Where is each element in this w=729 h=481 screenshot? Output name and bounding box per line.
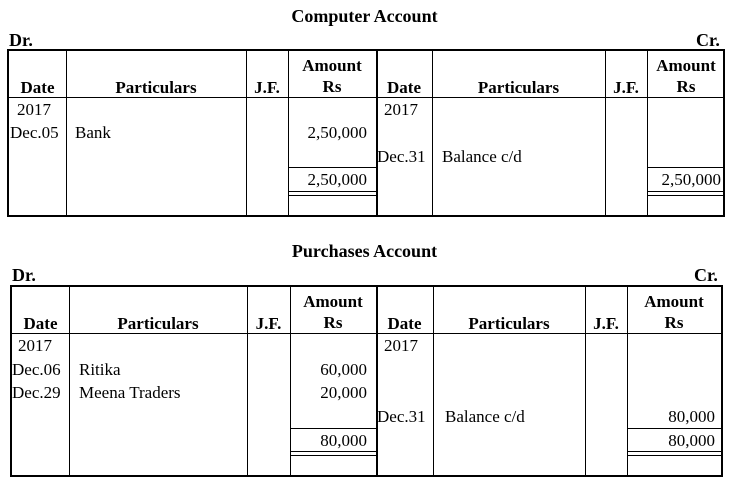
- purchases-account: [0, 235, 729, 481]
- debit-amount: 2,50,000: [307, 123, 367, 142]
- debit-total: 2,50,000: [307, 170, 367, 189]
- header-amount: [627, 291, 721, 333]
- credit-particulars: Balance c/d: [445, 407, 525, 426]
- debit-year: 2017: [17, 100, 51, 119]
- credit-particulars: Balance c/d: [442, 147, 522, 166]
- header-amount-label: Amount: [302, 56, 362, 75]
- debit-label: Dr.: [12, 265, 36, 285]
- credit-year: 2017: [384, 100, 418, 119]
- account-title: Purchases Account: [291, 241, 438, 261]
- header-amount: [288, 55, 376, 97]
- header-jf: J.F.: [593, 314, 619, 333]
- debit-date: Dec.06: [12, 360, 61, 379]
- credit-date: Dec.31: [377, 147, 426, 166]
- credit-date: Dec.31: [377, 407, 426, 426]
- header-particulars: Particulars: [468, 314, 550, 333]
- header-jf: J.F.: [254, 78, 280, 97]
- debit-amount: 20,000: [320, 383, 367, 402]
- header-amount: [290, 291, 376, 333]
- ledger-table: [10, 285, 723, 477]
- header-amount-unit: Rs: [676, 77, 696, 96]
- computer-account: [0, 0, 729, 230]
- credit-year: 2017: [384, 336, 418, 355]
- credit-label: Cr.: [694, 265, 718, 285]
- header-jf: J.F.: [613, 78, 639, 97]
- credit-total: 2,50,000: [661, 170, 721, 189]
- debit-date: Dec.29: [12, 383, 61, 402]
- debit-particulars: Ritika: [79, 360, 121, 379]
- header-jf: J.F.: [255, 314, 282, 333]
- header-amount: [647, 55, 725, 97]
- header-particulars: Particulars: [477, 78, 560, 97]
- header-amount-unit: Rs: [664, 313, 684, 332]
- header-amount-label: Amount: [303, 292, 363, 311]
- header-particulars: Particulars: [117, 314, 199, 333]
- debit-particulars: Meena Traders: [79, 383, 181, 402]
- header-date: Date: [387, 314, 422, 333]
- credit-label: Cr.: [696, 30, 720, 50]
- header-amount-unit: Rs: [323, 313, 343, 332]
- header-amount-label: Amount: [656, 56, 716, 75]
- debit-year: 2017: [18, 336, 52, 355]
- debit-amount: 60,000: [320, 360, 367, 379]
- header-date: Date: [20, 78, 55, 97]
- ledger-table: [7, 49, 725, 217]
- header-amount-unit: Rs: [322, 77, 342, 96]
- debit-total: 80,000: [320, 431, 367, 450]
- header-date: Date: [23, 314, 58, 333]
- header-date: Date: [387, 78, 421, 97]
- debit-date: Dec.05: [10, 123, 59, 142]
- credit-amount: 80,000: [668, 407, 715, 426]
- debit-label: Dr.: [9, 30, 33, 50]
- credit-total: 80,000: [668, 431, 715, 450]
- header-amount-label: Amount: [644, 292, 704, 311]
- account-title: Computer Account: [291, 6, 438, 26]
- debit-particulars: Bank: [75, 123, 111, 142]
- header-particulars: Particulars: [115, 78, 197, 97]
